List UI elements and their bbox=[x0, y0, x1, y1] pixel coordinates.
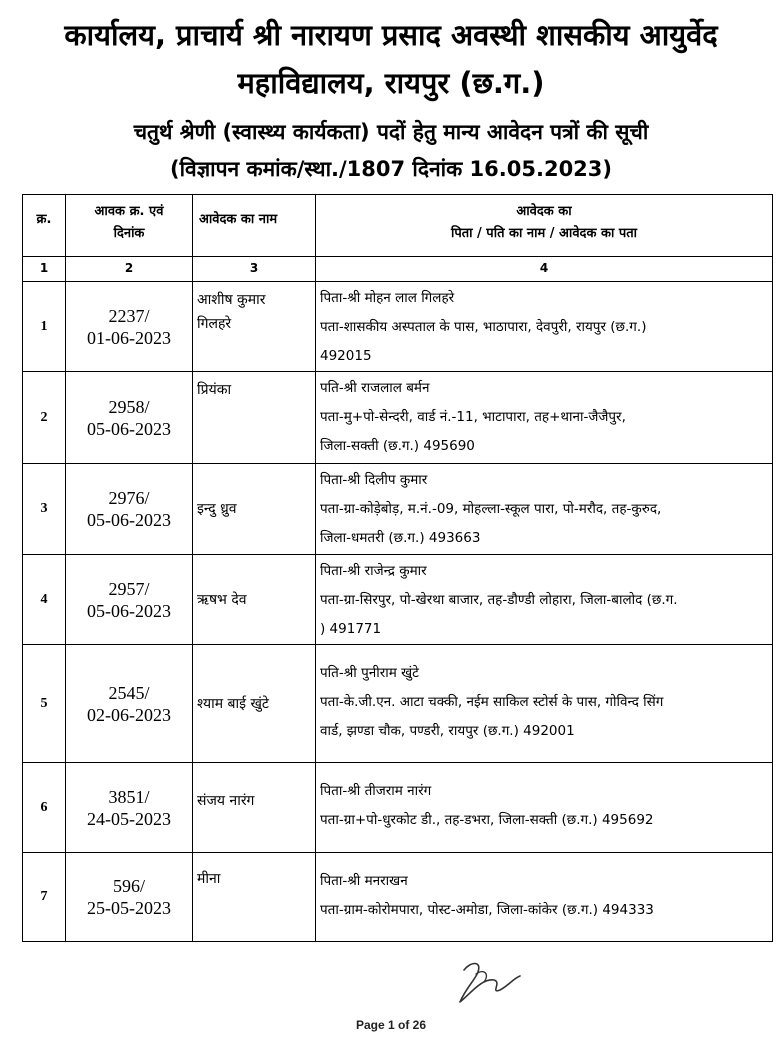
inward-date: 05-06-2023 bbox=[87, 600, 171, 621]
inward-ref-cell bbox=[66, 645, 193, 763]
applicant-name: श्याम बाई खुंटे bbox=[197, 695, 269, 712]
applicant-name: प्रियंका bbox=[197, 382, 232, 398]
address-line: पता-मु+पो-सेन्दरी, वार्ड नं.-11, भाटापारा, तह+थाना-जैजैपुर, bbox=[320, 409, 626, 425]
applicant-name-cell bbox=[193, 645, 316, 763]
relation-name: पिता-श्री मोहन लाल गिलहरे bbox=[320, 290, 455, 306]
header-serial-number: क्र. bbox=[23, 195, 66, 257]
inward-ref-cell bbox=[66, 372, 193, 464]
table-row bbox=[23, 763, 773, 853]
inward-date: 05-06-2023 bbox=[87, 418, 171, 439]
relation-name: पिता-श्री तीजराम नारंग bbox=[320, 783, 432, 799]
inward-number: 2976/ bbox=[108, 488, 150, 508]
inward-number: 2545/ bbox=[108, 682, 150, 703]
applicant-name: संजय नारंग bbox=[197, 793, 255, 809]
inward-number: 2237/ bbox=[108, 305, 150, 326]
address-line: पता-ग्रा-सिरपुर, पो-खेरथा बाजार, तह-डौण्डी लोहारा, जिला-बालोद (छ.ग. bbox=[320, 592, 678, 608]
address-line: जिला-धमतरी (छ.ग.) 493663 bbox=[320, 530, 481, 546]
inward-date: 02-06-2023 bbox=[87, 704, 171, 725]
relation-name: पति-श्री राजलाल बर्मन bbox=[320, 380, 430, 396]
relation-name: पति-श्री पुनीराम खुंटे bbox=[320, 665, 419, 681]
applicant-name: आशीष कुमार bbox=[197, 292, 266, 308]
applicant-name-cell bbox=[193, 372, 316, 464]
applicant-details-cell bbox=[316, 282, 773, 372]
applicant-name: इन्दु ध्रुव bbox=[197, 501, 237, 517]
table-row bbox=[23, 464, 773, 555]
address-line: पता-ग्रा-कोड़ेबोड़, म.नं.-09, मोहल्ला-स्कूल पारा, पो-मरौद, तह-कुरुद, bbox=[320, 501, 662, 517]
inward-ref-cell bbox=[66, 282, 193, 372]
table-row bbox=[23, 853, 773, 942]
inward-ref-cell bbox=[66, 555, 193, 645]
address-line: जिला-सक्ती (छ.ग.) 495690 bbox=[320, 438, 475, 454]
table-row bbox=[23, 555, 773, 645]
applicant-name-cell bbox=[193, 555, 316, 645]
table-header-row bbox=[23, 195, 773, 257]
inward-number: 596/ bbox=[112, 876, 145, 896]
inward-date: 24-05-2023 bbox=[87, 808, 171, 829]
column-number: 1 bbox=[23, 257, 66, 282]
applicant-details-cell bbox=[316, 853, 773, 942]
office-title-line2: महाविद्यालय, रायपुर (छ.ग.) bbox=[237, 66, 545, 100]
relation-name: पिता-श्री मनराखन bbox=[320, 873, 408, 889]
office-title-line1: कार्यालय, प्राचार्य श्री नारायण प्रसाद अवस्थी शासकीय आयुर्वेद bbox=[64, 18, 718, 52]
inward-number: 2957/ bbox=[108, 578, 150, 599]
serial-number: 1 bbox=[23, 282, 66, 372]
inward-number: 3851/ bbox=[108, 786, 150, 807]
relation-name: पिता-श्री दिलीप कुमार bbox=[320, 472, 428, 488]
address-line: पता-शासकीय अस्पताल के पास, भाठापारा, देवपुरी, रायपुर (छ.ग.) bbox=[320, 319, 647, 335]
column-number: 4 bbox=[316, 257, 773, 282]
inward-ref-cell bbox=[66, 853, 193, 942]
serial-number: 7 bbox=[23, 853, 66, 942]
address-line: वार्ड, झण्डा चौक, पण्डरी, रायपुर (छ.ग.) 492001 bbox=[320, 723, 575, 739]
handwritten-signature bbox=[456, 958, 526, 1008]
serial-number: 6 bbox=[23, 763, 66, 853]
list-title: चतुर्थ श्रेणी (स्वास्थ्य कार्यकता) पदों हेतु मान्य आवेदन पत्रों की सूची bbox=[133, 120, 649, 144]
serial-number: 5 bbox=[23, 645, 66, 763]
header-applicant-details-line2: पिता / पति का नाम / आवेदक का पता bbox=[450, 226, 637, 241]
advertisement-reference: (विज्ञापन कमांक/स्था./1807 दिनांक 16.05.2023) bbox=[169, 157, 612, 181]
address-line: पता-के.जी.एन. आटा चक्की, नईम साकिल स्टोर्स के पास, गोविन्द सिंग bbox=[320, 694, 664, 710]
applicant-name-cell bbox=[193, 464, 316, 555]
table-row bbox=[23, 282, 773, 372]
applicant-list-table bbox=[22, 194, 773, 942]
inward-ref-cell bbox=[66, 763, 193, 853]
applicant-details-cell bbox=[316, 763, 773, 853]
applicant-name-continued: गिलहरे bbox=[197, 316, 232, 332]
serial-number: 2 bbox=[23, 372, 66, 464]
column-number: 2 bbox=[66, 257, 193, 282]
header-applicant-name: आवेदक का नाम bbox=[193, 195, 316, 257]
inward-number: 2958/ bbox=[108, 396, 150, 417]
header-inward-ref-line2: दिनांक bbox=[113, 226, 145, 241]
applicant-name-cell bbox=[193, 853, 316, 942]
applicant-details-cell bbox=[316, 645, 773, 763]
column-number-row bbox=[23, 257, 773, 282]
address-line: ) 491771 bbox=[320, 621, 382, 637]
table-row bbox=[23, 645, 773, 763]
table-row bbox=[23, 372, 773, 464]
address-line: 492015 bbox=[320, 348, 372, 364]
applicant-name-cell bbox=[193, 282, 316, 372]
applicant-name: मीना bbox=[197, 871, 221, 887]
applicant-details-cell bbox=[316, 464, 773, 555]
header-inward-ref bbox=[66, 195, 193, 257]
header-applicant-details bbox=[316, 195, 773, 257]
header-inward-ref-line1: आवक क्र. एवं bbox=[94, 204, 164, 219]
applicant-name-cell bbox=[193, 763, 316, 853]
relation-name: पिता-श्री राजेन्द्र कुमार bbox=[320, 563, 427, 579]
address-line: पता-ग्रा+पो-धुरकोट डी., तह-डभरा, जिला-सक्ती (छ.ग.) 495692 bbox=[320, 812, 654, 828]
applicant-name: ऋषभ देव bbox=[197, 591, 247, 608]
serial-number: 3 bbox=[23, 464, 66, 555]
column-number: 3 bbox=[193, 257, 316, 282]
page-number: Page 1 of 26 bbox=[355, 1018, 427, 1032]
applicant-details-cell bbox=[316, 555, 773, 645]
inward-date: 05-06-2023 bbox=[87, 510, 171, 530]
address-line: पता-ग्राम-कोरोमपारा, पोस्ट-अमोडा, जिला-कांकेर (छ.ग.) 494333 bbox=[320, 902, 654, 918]
inward-date: 01-06-2023 bbox=[87, 327, 171, 348]
header-applicant-details-line1: आवेदक का bbox=[516, 204, 572, 219]
inward-date: 25-05-2023 bbox=[87, 898, 171, 918]
applicant-details-cell bbox=[316, 372, 773, 464]
serial-number: 4 bbox=[23, 555, 66, 645]
inward-ref-cell bbox=[66, 464, 193, 555]
